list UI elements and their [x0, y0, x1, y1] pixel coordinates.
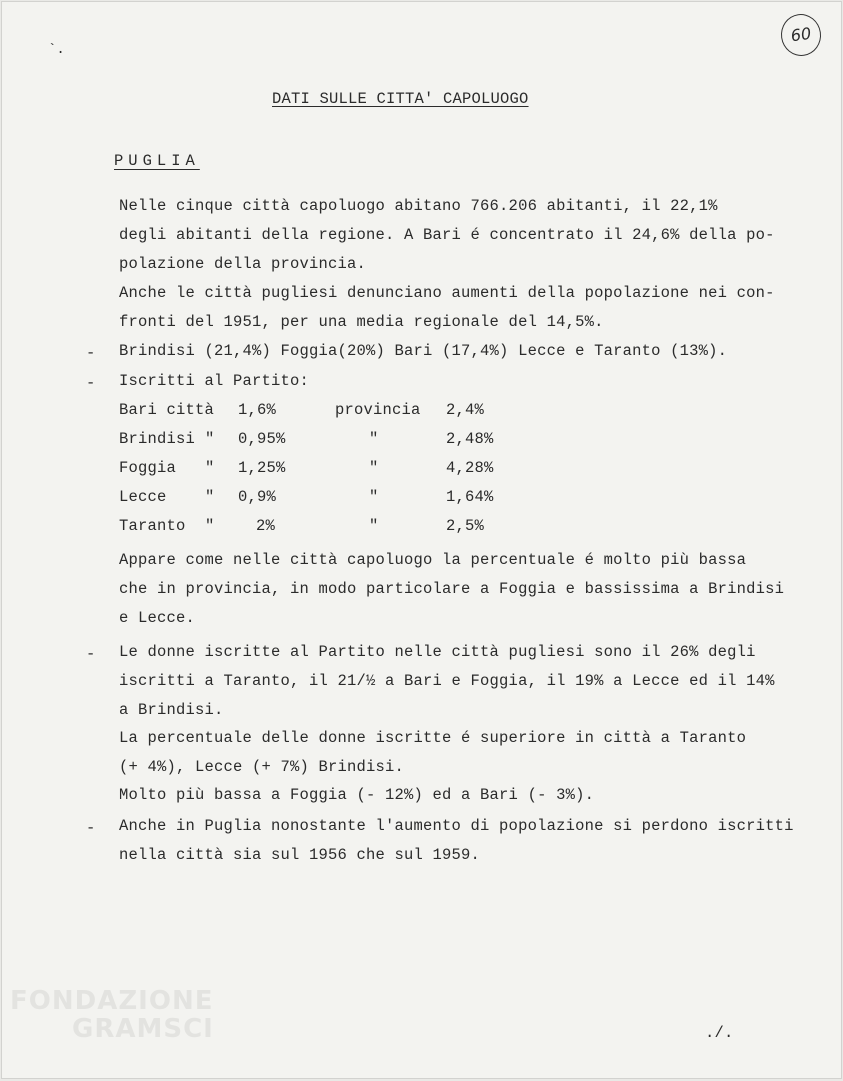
document-page — [1, 1, 842, 1079]
table-city: Lecce — [119, 488, 167, 506]
bullet-dash: - — [86, 819, 96, 837]
table-prov-pct: 2,48% — [446, 430, 494, 448]
text-line: fronti del 1951, per una media regionale del 14,5%. — [119, 313, 604, 331]
table-city: Brindisi — [119, 430, 196, 448]
page-number: 60 — [778, 11, 823, 58]
table-city-pct: 2% — [256, 517, 276, 535]
bullet-dash: - — [86, 645, 96, 663]
text-line: Brindisi (21,4%) Foggia(20%) Bari (17,4%) Lecce e Taranto (13%). — [119, 342, 728, 360]
table-city-pct: 1,6% — [238, 401, 277, 419]
table-prov-pct: 2,5% — [446, 517, 485, 535]
table-city-pct: 0,95% — [238, 430, 286, 448]
table-city-pct: 1,25% — [238, 459, 286, 477]
text-line: che in provincia, in modo particolare a Foggia e bassissima a Brindisi — [119, 580, 785, 598]
table-prov-pct: 1,64% — [446, 488, 494, 506]
table-ditto: " — [205, 517, 215, 535]
text-line: polazione della provincia. — [119, 255, 367, 273]
watermark-logo — [10, 987, 214, 1043]
text-line: e Lecce. — [119, 609, 196, 627]
text-line: (+ 4%), Lecce (+ 7%) Brindisi. — [119, 758, 405, 776]
watermark-line: FONDAZIONE — [10, 986, 214, 1016]
table-ditto: " — [369, 459, 379, 477]
bullet-dash: - — [86, 374, 96, 392]
table-prov-pct: 4,28% — [446, 459, 494, 477]
table-city: Foggia — [119, 459, 177, 477]
region-heading: PUGLIA — [114, 152, 200, 170]
text-line: degli abitanti della regione. A Bari é concentrato il 24,6% della po- — [119, 226, 775, 244]
table-prov-pct: 2,4% — [446, 401, 485, 419]
table-ditto: " — [369, 517, 379, 535]
text-line: a Brindisi. — [119, 701, 224, 719]
corner-mark: `. — [48, 42, 65, 58]
text-line: Molto più bassa a Foggia (- 12%) ed a Bari (- 3%). — [119, 786, 595, 804]
text-line: Iscritti al Partito: — [119, 372, 310, 390]
text-line: nella città sia sul 1956 che sul 1959. — [119, 846, 481, 864]
continuation-mark: ./. — [705, 1024, 734, 1042]
table-city: Taranto — [119, 517, 186, 535]
text-line: Anche in Puglia nonostante l'aumento di popolazione si perdono iscritti — [119, 817, 794, 835]
bullet-dash: - — [86, 344, 96, 362]
text-line: La percentuale delle donne iscritte é superiore in città a Taranto — [119, 729, 747, 747]
text-line: Nelle cinque città capoluogo abitano 766.206 abitanti, il 22,1% — [119, 197, 718, 215]
table-ditto: " — [205, 488, 215, 506]
text-line: Le donne iscritte al Partito nelle città pugliesi sono il 26% degli — [119, 643, 756, 661]
table-city-pct: 0,9% — [238, 488, 277, 506]
text-line: Anche le città pugliesi denunciano aumenti della popolazione nei con- — [119, 284, 775, 302]
table-ditto: " — [369, 488, 379, 506]
text-line: iscritti a Taranto, il 21/½ a Bari e Foggia, il 19% a Lecce ed il 14% — [119, 672, 775, 690]
watermark-line: GRAMSCI — [72, 1014, 214, 1044]
text-line: Appare come nelle città capoluogo la percentuale é molto più bassa — [119, 551, 747, 569]
table-province: provincia — [335, 401, 421, 419]
table-ditto: " — [205, 459, 215, 477]
document-title: DATI SULLE CITTA' CAPOLUOGO — [272, 90, 529, 108]
table-ditto: " — [369, 430, 379, 448]
table-city: Bari città — [119, 401, 215, 419]
table-ditto: " — [205, 430, 215, 448]
